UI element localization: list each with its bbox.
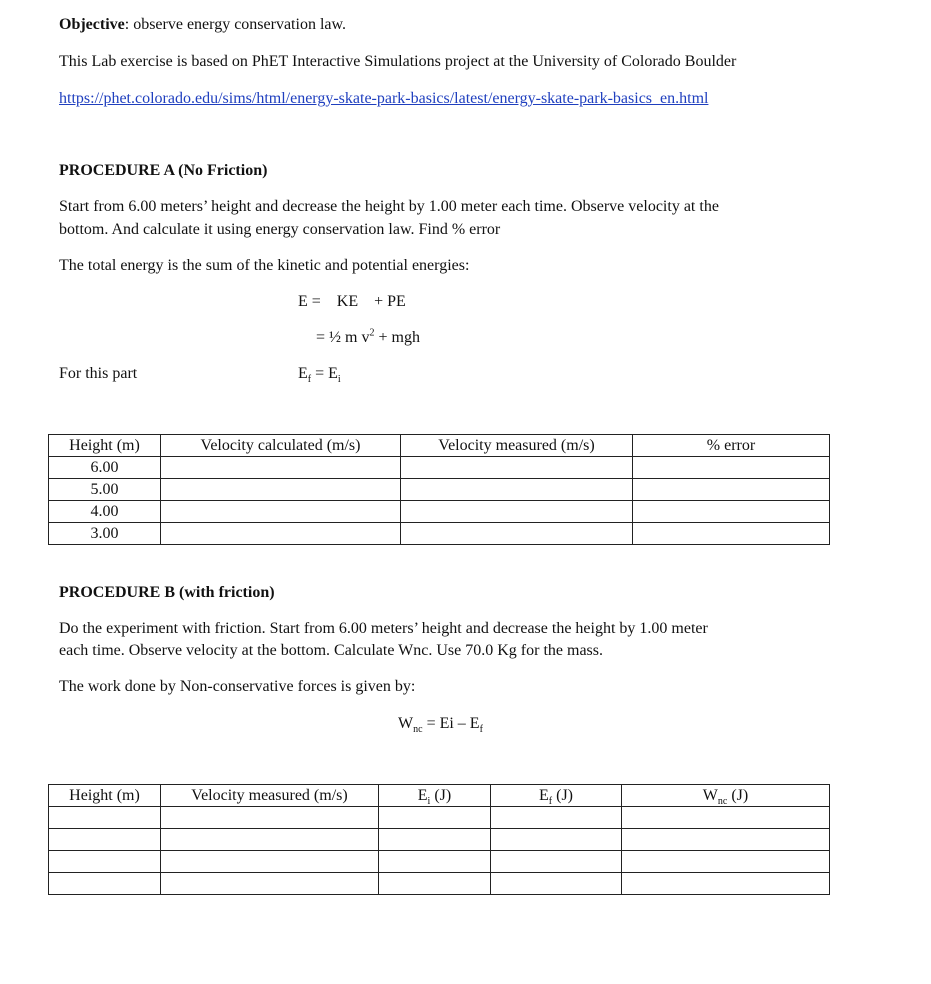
equation-total-energy: E = KE + PE bbox=[298, 293, 406, 310]
wnc-sub: nc bbox=[717, 795, 728, 807]
table-a-height-cell: 4.00 bbox=[49, 501, 161, 523]
procedure-b-title: PROCEDURE B (with friction) bbox=[59, 584, 275, 601]
table-row bbox=[49, 457, 830, 479]
table-b-empty-cell[interactable] bbox=[49, 807, 161, 829]
table-b-empty-cell[interactable] bbox=[161, 807, 379, 829]
equation-squared-sup: 2 bbox=[369, 327, 375, 339]
table-b-header-row bbox=[49, 785, 830, 807]
table-a-empty-cell[interactable] bbox=[161, 479, 401, 501]
procedure-a-title: PROCEDURE A (No Friction) bbox=[59, 162, 268, 179]
equation-conservation bbox=[298, 364, 341, 384]
table-a-empty-cell[interactable] bbox=[401, 479, 633, 501]
equation-expanded-part2: + mgh bbox=[374, 329, 420, 346]
table-row bbox=[49, 829, 830, 851]
table-a-header-row bbox=[49, 435, 830, 457]
table-a-height-cell: 5.00 bbox=[49, 479, 161, 501]
equation-expanded bbox=[316, 328, 420, 348]
table-a-header-error: % error bbox=[633, 435, 830, 457]
procedure-b-line2: each time. Observe velocity at the bottom. Calculate Wnc. Use 70.0 Kg for the mass. bbox=[59, 642, 603, 659]
table-a-empty-cell[interactable] bbox=[401, 501, 633, 523]
table-b-empty-cell[interactable] bbox=[491, 873, 622, 895]
work-intro: The work done by Non-conservative forces is given by: bbox=[59, 678, 416, 695]
table-row bbox=[49, 501, 830, 523]
wnc-unit: (J) bbox=[727, 786, 749, 804]
table-b-header-wnc bbox=[622, 785, 830, 807]
table-a-header-velocity-measured: Velocity measured (m/s) bbox=[401, 435, 633, 457]
ef-sub: f bbox=[548, 795, 553, 807]
procedure-a-line2: bottom. And calculate it using energy conservation law. Find % error bbox=[59, 221, 501, 238]
table-a-header-velocity-calculated: Velocity calculated (m/s) bbox=[161, 435, 401, 457]
table-b-empty-cell[interactable] bbox=[491, 829, 622, 851]
table-a-header-height: Height (m) bbox=[49, 435, 161, 457]
objective-label: Objective bbox=[59, 16, 125, 33]
intro-text: This Lab exercise is based on PhET Interactive Simulations project at the University of Colorado Boulder bbox=[59, 53, 737, 70]
part-label: For this part bbox=[59, 365, 138, 382]
table-b-empty-cell[interactable] bbox=[622, 873, 830, 895]
table-b-empty-cell[interactable] bbox=[49, 829, 161, 851]
table-a-empty-cell[interactable] bbox=[633, 523, 830, 545]
eq-ef-letter: E bbox=[298, 365, 308, 382]
table-b-empty-cell[interactable] bbox=[49, 851, 161, 873]
ei-sub: i bbox=[427, 795, 431, 807]
table-b-empty-cell[interactable] bbox=[622, 851, 830, 873]
table-b-header-ef bbox=[491, 785, 622, 807]
procedure-b-line1: Do the experiment with friction. Start from 6.00 meters’ height and decrease the height by 1.00 meter bbox=[59, 620, 708, 637]
table-row bbox=[49, 851, 830, 873]
table-a-empty-cell[interactable] bbox=[633, 479, 830, 501]
table-b-header-height: Height (m) bbox=[49, 785, 161, 807]
table-a-height-cell: 3.00 bbox=[49, 523, 161, 545]
eq-ei-sub: i bbox=[337, 374, 341, 386]
table-b-empty-cell[interactable] bbox=[622, 807, 830, 829]
table-a-empty-cell[interactable] bbox=[401, 457, 633, 479]
table-a-empty-cell[interactable] bbox=[633, 501, 830, 523]
table-a-height-cell: 6.00 bbox=[49, 457, 161, 479]
procedure-a-line1: Start from 6.00 meters’ height and decrease the height by 1.00 meter each time. Observe velocity at the bbox=[59, 198, 719, 215]
objective-text: : observe energy conservation law. bbox=[124, 16, 347, 33]
table-b-header-ei bbox=[379, 785, 491, 807]
table-b-empty-cell[interactable] bbox=[161, 829, 379, 851]
table-b-empty-cell[interactable] bbox=[379, 807, 491, 829]
eq-w-ef-sub: f bbox=[479, 724, 483, 736]
equation-expanded-part1: = ½ m v bbox=[316, 329, 370, 346]
table-a-empty-cell[interactable] bbox=[633, 457, 830, 479]
phet-link[interactable]: https://phet.colorado.edu/sims/html/energy-skate-park-basics/latest/energy-skate-park-basics_en.html bbox=[59, 90, 709, 107]
table-row bbox=[49, 807, 830, 829]
table-a-empty-cell[interactable] bbox=[401, 523, 633, 545]
energy-intro: The total energy is the sum of the kinetic and potential energies: bbox=[59, 257, 470, 274]
table-procedure-a bbox=[48, 434, 830, 545]
equation-work-nc bbox=[398, 714, 483, 734]
eq-w-sub: nc bbox=[413, 724, 423, 736]
table-b-empty-cell[interactable] bbox=[379, 851, 491, 873]
table-b-empty-cell[interactable] bbox=[49, 873, 161, 895]
eq-ef-sub: f bbox=[307, 374, 312, 386]
table-b-empty-cell[interactable] bbox=[379, 873, 491, 895]
ef-unit: (J) bbox=[552, 786, 573, 804]
table-b-empty-cell[interactable] bbox=[491, 851, 622, 873]
ei-letter: E bbox=[417, 786, 428, 804]
table-b-empty-cell[interactable] bbox=[161, 873, 379, 895]
ei-unit: (J) bbox=[430, 786, 452, 804]
table-row bbox=[49, 873, 830, 895]
table-a-empty-cell[interactable] bbox=[161, 523, 401, 545]
table-b-header-velocity-measured: Velocity measured (m/s) bbox=[161, 785, 379, 807]
ef-letter: E bbox=[538, 786, 549, 804]
table-procedure-b bbox=[48, 784, 830, 895]
table-b-empty-cell[interactable] bbox=[491, 807, 622, 829]
eq-ei-letter: = E bbox=[311, 365, 338, 382]
eq-w-rest: = Ei – E bbox=[422, 715, 480, 732]
table-row bbox=[49, 479, 830, 501]
table-row bbox=[49, 523, 830, 545]
table-b-empty-cell[interactable] bbox=[161, 851, 379, 873]
wnc-letter: W bbox=[702, 786, 718, 804]
table-b-empty-cell[interactable] bbox=[622, 829, 830, 851]
objective-line bbox=[59, 15, 346, 35]
table-a-empty-cell[interactable] bbox=[161, 457, 401, 479]
table-b-empty-cell[interactable] bbox=[379, 829, 491, 851]
table-a-empty-cell[interactable] bbox=[161, 501, 401, 523]
eq-w-letter: W bbox=[398, 715, 414, 732]
